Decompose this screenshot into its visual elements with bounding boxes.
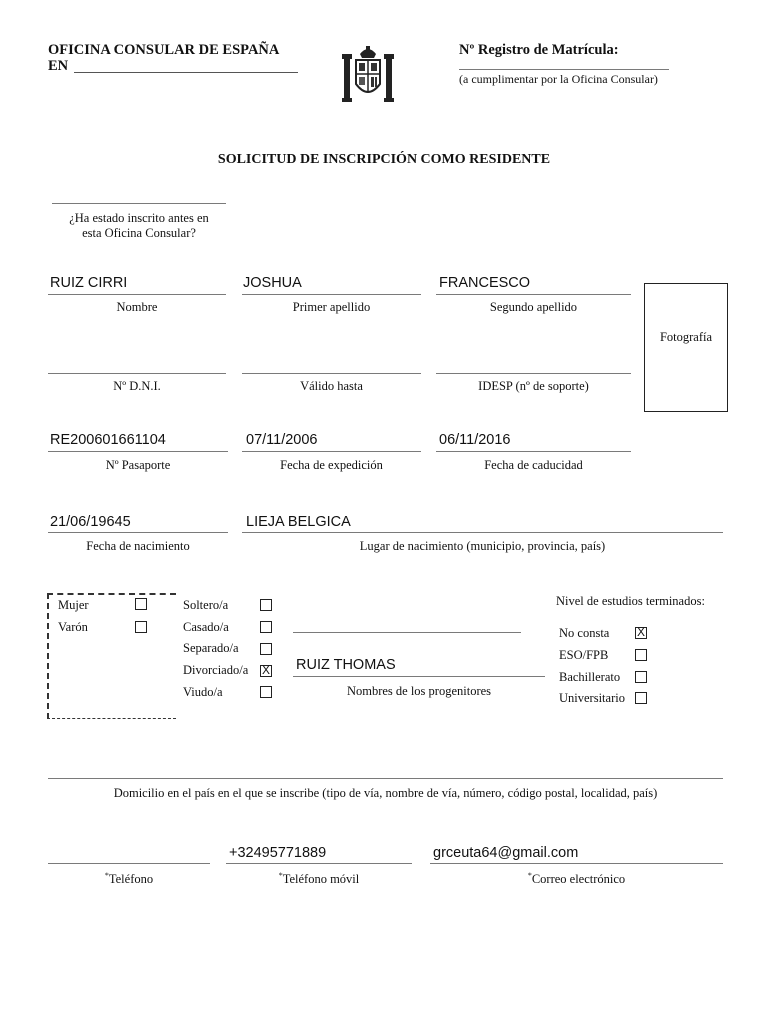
registry-line	[459, 69, 669, 70]
mujer-checkbox[interactable]	[135, 598, 147, 610]
dni-label: Nº D.N.I.	[113, 379, 161, 393]
eso-checkbox[interactable]	[635, 649, 647, 661]
casado-checkbox[interactable]	[260, 621, 272, 633]
primer-apellido-line	[242, 294, 421, 295]
varon-label: Varón	[58, 620, 88, 634]
movil-line	[226, 863, 412, 864]
email-label-text: Correo electrónico	[531, 872, 626, 887]
email-line	[430, 863, 723, 864]
lugar-value[interactable]: LIEJA BELGICA	[246, 514, 351, 530]
viudo-label: Viudo/a	[183, 685, 223, 699]
parents-top-line	[293, 632, 521, 633]
coat-of-arms-emblem	[340, 44, 396, 106]
dni-line[interactable]	[48, 373, 226, 374]
divorciado-check-mark: X	[261, 663, 270, 677]
valido-label: Válido hasta	[300, 379, 363, 393]
no-consta-check-mark: X	[636, 625, 645, 639]
bachillerato-label: Bachillerato	[559, 670, 621, 684]
primer-apellido-label: Primer apellido	[292, 300, 371, 314]
address-label: Domicilio en el país en el que se inscribe (tipo de vía, nombre de vía, número, código postal, localidad, país)	[113, 786, 658, 800]
movil-label	[226, 871, 412, 887]
prior-registration-question-line2: esta Oficina Consular?	[82, 226, 196, 240]
caducidad-value[interactable]: 06/11/2016	[439, 432, 511, 448]
valido-line[interactable]	[242, 373, 421, 374]
idesp-line[interactable]	[436, 373, 631, 374]
telefono-label	[48, 871, 210, 887]
email-asterisk: *	[527, 871, 532, 880]
nombre-line	[48, 294, 226, 295]
separado-label: Separado/a	[183, 641, 239, 655]
divorciado-checkbox[interactable]	[260, 665, 272, 677]
studies-title: Nivel de estudios terminados:	[556, 594, 705, 608]
email-label	[430, 871, 723, 887]
divorciado-label: Divorciado/a	[183, 663, 249, 677]
eso-label: ESO/FPB	[559, 648, 609, 662]
prior-registration-line[interactable]	[52, 203, 226, 204]
caducidad-label: Fecha de caducidad	[484, 458, 583, 472]
universitario-checkbox[interactable]	[635, 692, 647, 704]
parents-line	[293, 676, 545, 677]
prior-registration-question-line1: ¿Ha estado inscrito antes en	[69, 211, 209, 225]
lugar-line	[242, 532, 723, 533]
nacimiento-line	[48, 532, 228, 533]
pasaporte-line	[48, 451, 228, 452]
separado-checkbox[interactable]	[260, 643, 272, 655]
registry-note: (a cumplimentar por la Oficina Consular)	[459, 72, 658, 86]
expedicion-label: Fecha de expedición	[280, 458, 383, 472]
segundo-apellido-label: Segundo apellido	[489, 300, 578, 314]
photo-label: Fotografía	[659, 330, 713, 344]
office-en-label: EN	[48, 58, 69, 74]
nacimiento-label: Fecha de nacimiento	[86, 539, 190, 553]
movil-asterisk: *	[278, 871, 283, 880]
office-en-line	[74, 72, 298, 73]
lugar-label: Lugar de nacimiento (municipio, provincia, país)	[359, 539, 606, 553]
parents-label: Nombres de los progenitores	[346, 684, 492, 698]
no-consta-checkbox[interactable]	[635, 627, 647, 639]
idesp-label: IDESP (nº de soporte)	[478, 379, 589, 393]
segundo-apellido-value[interactable]: FRANCESCO	[439, 275, 531, 291]
expedicion-line	[242, 451, 421, 452]
movil-label-text: Teléfono móvil	[282, 872, 360, 887]
bachillerato-checkbox[interactable]	[635, 671, 647, 683]
registry-label: Nº Registro de Matrícula:	[459, 42, 619, 58]
nombre-value[interactable]: RUIZ CIRRI	[50, 275, 128, 291]
no-consta-label: No consta	[559, 626, 610, 640]
pasaporte-value[interactable]: RE200601661104	[50, 432, 166, 448]
photo-box	[644, 283, 728, 412]
expedicion-value[interactable]: 07/11/2006	[246, 432, 318, 448]
caducidad-line	[436, 451, 631, 452]
casado-label: Casado/a	[183, 620, 229, 634]
soltero-checkbox[interactable]	[260, 599, 272, 611]
soltero-label: Soltero/a	[183, 598, 229, 612]
address-line[interactable]	[48, 778, 723, 779]
pasaporte-label: Nº Pasaporte	[105, 458, 171, 472]
telefono-asterisk: *	[104, 871, 109, 880]
segundo-apellido-line	[436, 294, 631, 295]
primer-apellido-value[interactable]: JOSHUA	[243, 275, 302, 291]
email-value[interactable]: grceuta64@gmail.com	[433, 845, 579, 861]
parents-value[interactable]: RUIZ THOMAS	[296, 657, 396, 673]
viudo-checkbox[interactable]	[260, 686, 272, 698]
telefono-label-text: Teléfono	[108, 872, 154, 887]
office-title: OFICINA CONSULAR DE ESPAÑA	[48, 42, 280, 58]
telefono-line[interactable]	[48, 863, 210, 864]
varon-checkbox[interactable]	[135, 621, 147, 633]
universitario-label: Universitario	[559, 691, 625, 705]
nombre-label: Nombre	[116, 300, 158, 314]
form-title: SOLICITUD DE INSCRIPCIÓN COMO RESIDENTE	[217, 152, 551, 167]
nacimiento-value[interactable]: 21/06/19645	[50, 514, 131, 530]
movil-value[interactable]: +32495771889	[229, 845, 327, 861]
mujer-label: Mujer	[58, 598, 89, 612]
